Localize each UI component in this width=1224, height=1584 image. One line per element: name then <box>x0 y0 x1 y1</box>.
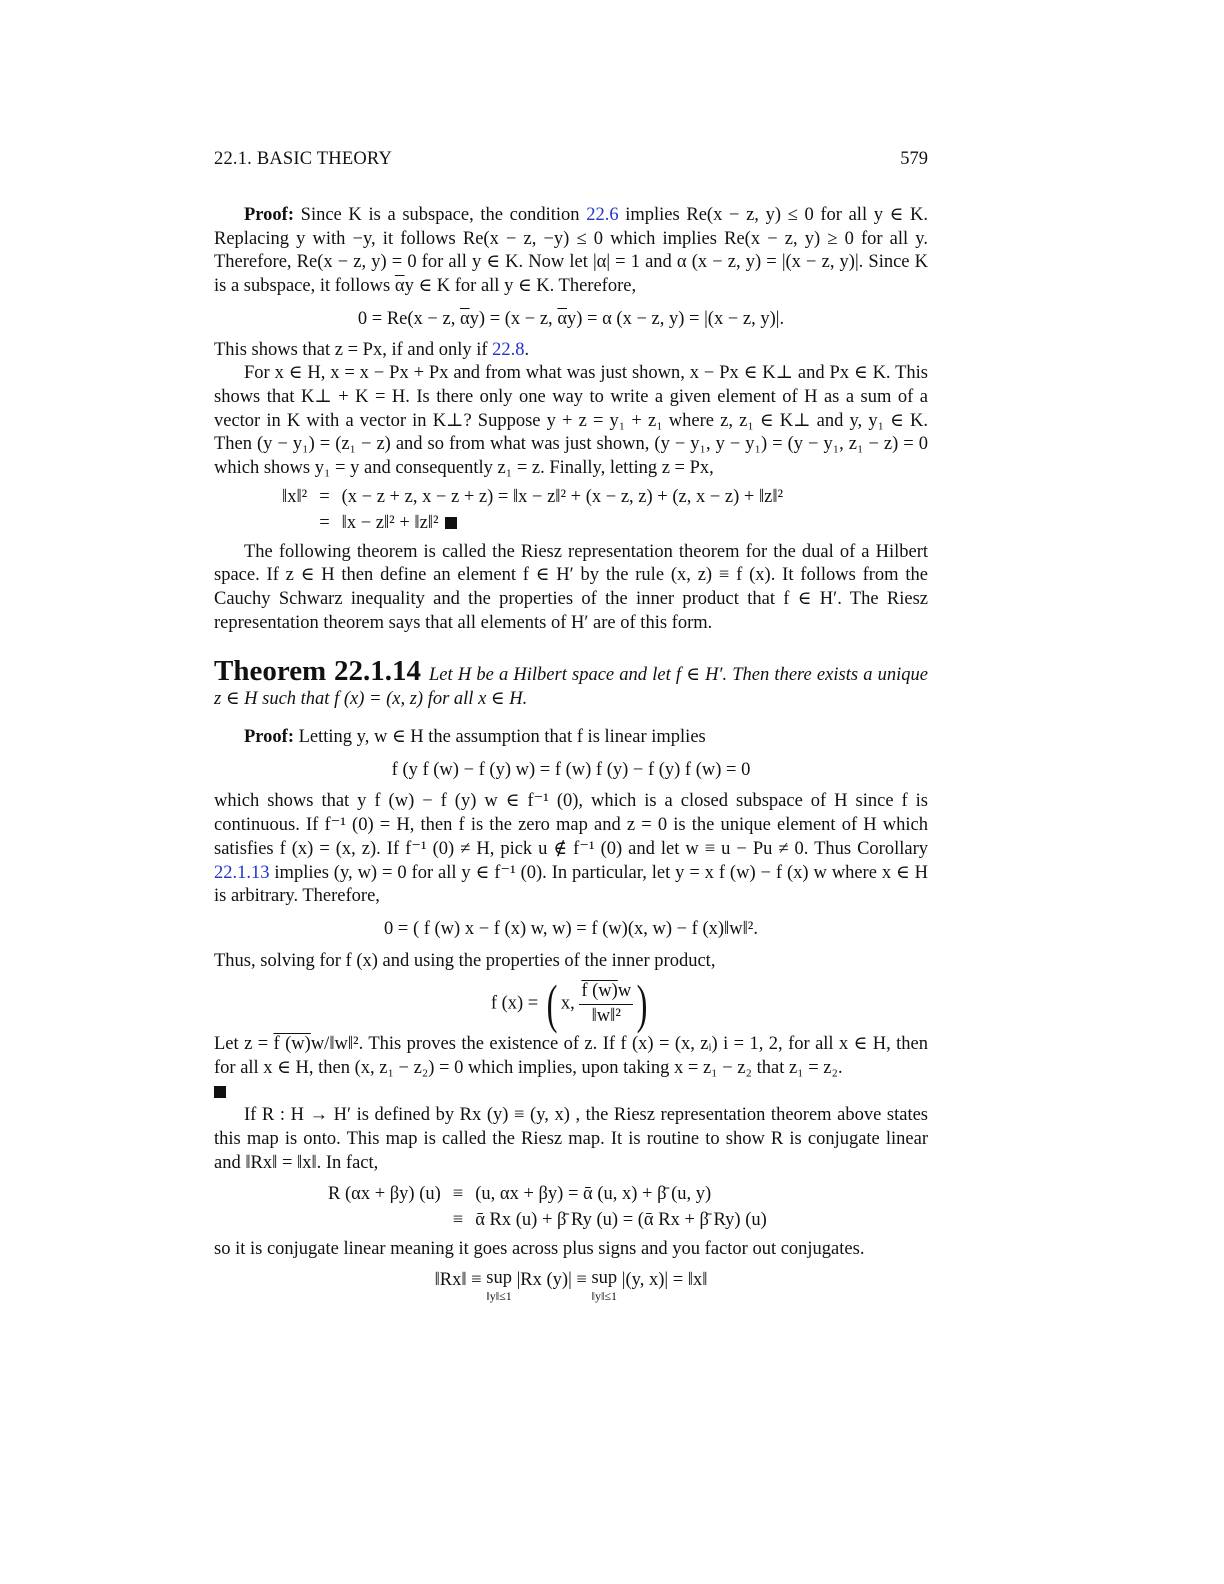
equation-inner-product: 0 = ( f (w) x − f (x) w, w) = f (w)(x, w) − f (x)‖w‖². <box>384 918 758 939</box>
equation-ref-link[interactable]: 22.6 <box>586 205 619 225</box>
proof-label: Proof: <box>244 205 294 225</box>
norm-align: ‖x‖² = (x − z + z, x − z + z) = ‖x − z‖² + (x − z, z) + (z, x − z) + ‖z‖² = ‖x − z‖² + ‖z‖² <box>282 486 784 533</box>
proof-paragraph-1: Proof: Since K is a subspace, the condition 22.6 implies Re(x − z, y) ≤ 0 for all y ∈ K. Replacing y with −y, it follows Re(x − z, −y) ≤ 0 which implies Re(x − z, y) ≥ 0 for all y. Therefore, Re(x − z, y) = 0 for all y ∈ K. Now let |α| = 1 and α (x − z, y) = |(x − z, y)|. Since K is a subspace, it follows $\overline{\alpha}y$ ∈ K for all y ∈ K. Therefore, <box>214 205 928 297</box>
proof-label: Proof: <box>244 727 294 747</box>
orthogonal-decomposition-paragraph: For x ∈ H, x = x − Px + Px and from what was just shown, x − Px ∈ K⊥ and Px ∈ K. This shows that K⊥ + K = H. Is there only one way to write a given element of H as a sum of a vector in K with a vector in K⊥? Suppose y + z = y₁ + z₁ where z, z₁ ∈ K⊥ and y, y₁ ∈ K. Then (y − y₁) = (z₁ − z) and so from what was just shown, (y − y₁, y − y₁) = (y − y₁, z₁ − z) = 0 which shows y₁ = y and consequently z₁ = z. Finally, letting z = Px, <box>214 363 928 479</box>
theorem-block <box>214 655 928 711</box>
proof-block-1 <box>214 204 928 636</box>
shows-line: This shows that z = Px, if and only if 22.8. <box>214 339 530 360</box>
theorem-label: Theorem 22.1.14 <box>214 655 422 687</box>
thus-line: Thus, solving for f (x) and using the properties of the inner product, <box>214 950 716 971</box>
running-header <box>214 148 928 172</box>
section-title: 22.1. BASIC THEORY <box>214 149 393 169</box>
page-number: 579 <box>900 149 928 169</box>
riesz-intro-paragraph: The following theorem is called the Riesz representation theorem for the dual of a Hilbert space. If z ∈ H then define an element f ∈ H′ by the rule (x, z) ≡ f (x). It follows from the Cauchy Schwarz inequality and the properties of the inner product that f ∈ H′. The Riesz representation theorem says that all elements of H′ are of this form. <box>214 541 928 633</box>
proof-block-2 <box>214 726 928 1305</box>
equation-linearity: f (y f (w) − f (y) w) = f (w) f (y) − f (y) f (w) = 0 <box>391 759 751 780</box>
corollary-ref-link[interactable]: 22.1.13 <box>214 862 270 883</box>
conjugate-linear-line: so it is conjugate linear meaning it goes across plus signs and you factor out conjugates. <box>214 1238 865 1259</box>
equation-alpha: 0 = Re(x − z, $\overline{\alpha}y) = (x - z$, $\overline{\alpha}y) = \alpha$ (x − z, y) = |(x − z, y)|. <box>357 308 785 329</box>
equation-riesz-norm: ‖Rx‖ ≡ sup ‖y‖≤1 |Rx (y)| ≡ sup ‖y‖≤1 |(y, x)| = ‖x‖ <box>434 1268 708 1304</box>
qed-box <box>445 517 457 529</box>
equation-ref-link[interactable]: 22.8 <box>492 339 525 360</box>
kernel-paragraph: which shows that y f (w) − f (y) w ∈ f⁻¹ (0), which is a closed subspace of H since f is continuous. If f⁻¹ (0) = H, then f is the zero map and z = 0 is the unique element of H which satisfies f (x) = (x, z). If f⁻¹ (0) ≠ H, pick u ∉ f⁻¹ (0) and let w ≡ u − Pu ≠ 0. Thus Corollary 22.1.13 implies (y, w) = 0 for all y ∈ f⁻¹ (0). In particular, let y = x f (w) − f (x) w where x ∈ H is arbitrary. Therefore, <box>214 791 928 907</box>
proof-paragraph-2: Proof: Letting y, w ∈ H the assumption that f is linear implies <box>244 727 706 747</box>
qed-box <box>214 1086 226 1098</box>
existence-paragraph: Let z = f (w)w/‖w‖². This proves the existence of z. If f (x) = (x, zᵢ) i = 1, 2, for all x ∈ H, then for all x ∈ H, then (x, z₁ − z₂) = 0 which implies, upon taking x = z₁ − z₂ that z₁ = z₂. <box>214 1033 928 1104</box>
conjugate-linear-align: R (αx + βy) (u) ≡ (u, αx + βy) = ᾱ (u, x) + β̄ (u, y) ≡ ᾱ Rx (u) + β̄ Ry (u) = (ᾱ Rx + β̄ Ry) (u) <box>328 1183 767 1230</box>
theorem-statement: Theorem 22.1.14 Let H be a Hilbert space and let f ∈ H′. Then there exists a unique z ∈ H such that f (x) = (x, z) for all x ∈ H. <box>214 655 928 709</box>
equation-fx: f (x) = ( x, $\frac{f (w)w}{\text{‖w‖²}}$ ) <box>490 974 648 1035</box>
riesz-map-paragraph: If R : H → H′ is defined by Rx (y) ≡ (y, x) , the Riesz representation theorem above states this map is onto. This map is called the Riesz map. It is routine to show R is conjugate linear and ‖Rx‖ = ‖x‖. In fact, <box>214 1105 928 1173</box>
